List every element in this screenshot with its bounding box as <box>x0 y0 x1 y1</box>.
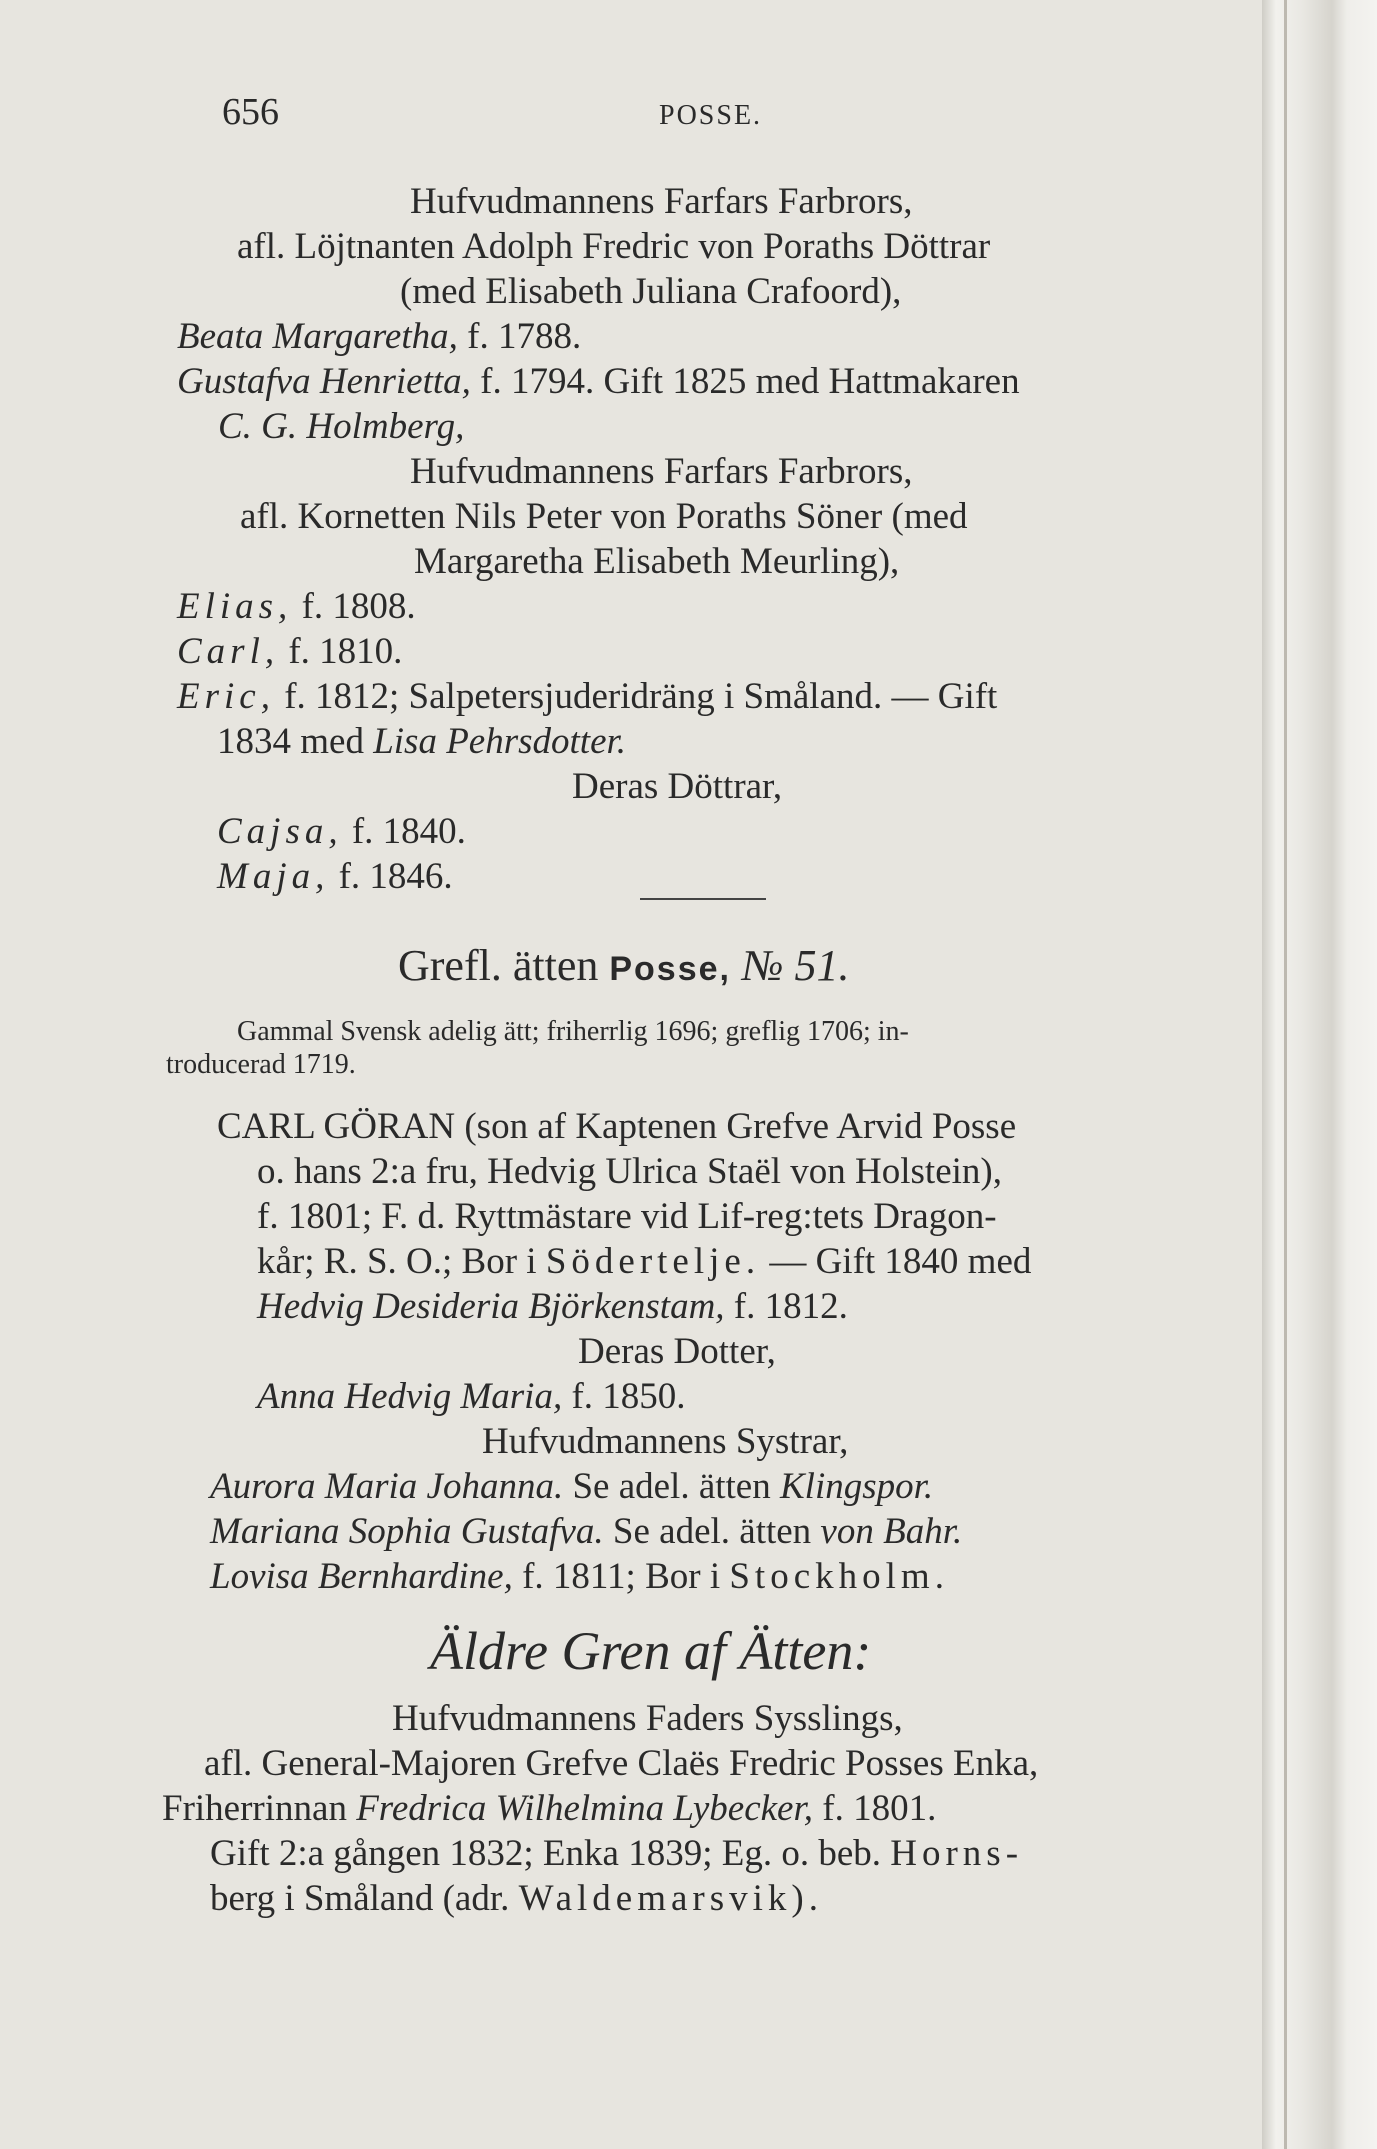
family-reference: Klingspor. <box>779 1466 934 1507</box>
person-name: Anna Hedvig Maria, <box>257 1376 563 1417</box>
person-name: Carl, <box>177 631 280 672</box>
divider <box>640 898 766 900</box>
running-title: POSSE. <box>659 100 763 131</box>
text-line <box>257 1285 848 1329</box>
birth-year: f. 1812. <box>733 1286 848 1327</box>
family-reference: von Bahr. <box>820 1511 963 1552</box>
person-name: Hedvig Desideria Björkenstam, <box>257 1286 725 1327</box>
book-spine <box>1262 0 1377 2149</box>
family-title <box>398 940 849 995</box>
text-span: — Gift 1840 med <box>769 1241 1032 1282</box>
person-name: Lisa Pehrsdotter. <box>373 721 627 762</box>
place-name: Södertelje. <box>545 1241 761 1282</box>
text-line: f. 1801; F. d. Ryttmästare vid Lif-reg:tets Dragon- <box>257 1196 997 1237</box>
person-name: Eric, <box>177 676 275 717</box>
text-line <box>217 720 626 764</box>
text-line <box>210 1832 1023 1876</box>
birth-year: f. 1840. <box>351 811 466 852</box>
text-line <box>257 1375 686 1419</box>
section-heading: Deras Dotter, <box>578 1331 776 1372</box>
title-text: Grefl. ätten <box>398 941 599 990</box>
person-name: Elias, <box>177 586 293 627</box>
section-heading: Hufvudmannens Farfars Farbrors, <box>410 451 913 492</box>
text-span: 1834 med <box>217 721 364 762</box>
life-details: f. 1794. Gift 1825 med Hattmakaren <box>480 361 1020 402</box>
text-line <box>177 630 402 674</box>
text-span: Se adel. ätten <box>572 1466 771 1507</box>
text-line <box>210 1877 823 1921</box>
section-heading: Hufvudmannens Faders Sysslings, <box>392 1698 903 1739</box>
title-text: Friherrinnan <box>162 1788 347 1829</box>
branch-heading: Äldre Gren af Ätten: <box>430 1621 872 1681</box>
person-name: C. G. Holmberg, <box>218 406 465 447</box>
spine-edge <box>1284 0 1287 2149</box>
place-name: Waldemarsvik). <box>518 1878 823 1919</box>
text-span: f. 1811; Bor i <box>522 1556 721 1597</box>
text-span: Se adel. ätten <box>612 1511 812 1552</box>
text-line <box>210 1465 933 1509</box>
section-heading: Hufvudmannens Systrar, <box>482 1421 849 1462</box>
birth-year: f. 1846. <box>338 856 453 897</box>
text-line: afl. Löjtnanten Adolph Fredric von Poraths Döttrar <box>237 226 991 267</box>
person-name: Lovisa Bernhardine, <box>210 1556 513 1597</box>
place-name: Stockholm. <box>729 1556 949 1597</box>
family-number: № 51. <box>741 941 850 990</box>
person-name: Aurora Maria Johanna. <box>210 1466 564 1507</box>
family-description: troducerad 1719. <box>166 1049 356 1080</box>
text-line: Margaretha Elisabeth Meurling), <box>414 541 900 582</box>
head-of-family-line: CARL GÖRAN (son af Kaptenen Grefve Arvid Posse <box>217 1106 1017 1147</box>
birth-year: f. 1801. <box>822 1788 937 1829</box>
birth-year: f. 1850. <box>571 1376 686 1417</box>
life-details: f. 1812; Salpetersjuderidräng i Småland. — Gift <box>284 676 998 717</box>
text-line: (med Elisabeth Juliana Crafoord), <box>400 271 902 312</box>
text-line <box>162 1787 936 1831</box>
text-line <box>177 315 581 359</box>
text-line: afl. General-Majoren Grefve Claës Fredric Posses Enka, <box>204 1743 1039 1784</box>
text-line: afl. Kornetten Nils Peter von Poraths Söner (med <box>240 496 968 537</box>
family-description: Gammal Svensk adelig ätt; friherrlig 1696; greflig 1706; in- <box>237 1016 909 1047</box>
person-name: Cajsa, <box>217 811 343 852</box>
section-heading: Hufvudmannens Farfars Farbrors, <box>410 181 913 222</box>
text-line: o. hans 2:a fru, Hedvig Ulrica Staël von Holstein), <box>257 1151 1002 1192</box>
text-line <box>210 1555 949 1599</box>
text-line <box>257 1240 1031 1284</box>
text-line <box>177 360 1020 404</box>
section-heading: Deras Döttrar, <box>572 766 783 807</box>
person-name: Mariana Sophia Gustafva. <box>210 1511 604 1552</box>
person-name: Gustafva Henrietta, <box>177 361 471 402</box>
birth-year: f. 1808. <box>301 586 416 627</box>
text-span: kår; R. S. O.; Bor i <box>257 1241 537 1282</box>
person-name: Maja, <box>217 856 330 897</box>
birth-year: f. 1810. <box>288 631 403 672</box>
birth-year: f. 1788. <box>467 316 582 357</box>
text-line <box>210 1510 962 1554</box>
text-line <box>177 675 997 719</box>
place-name: Horns- <box>890 1833 1024 1874</box>
text-span: berg i Småland (adr. <box>210 1878 510 1919</box>
person-name: Beata Margaretha, <box>177 316 458 357</box>
person-name: Fredrica Wilhelmina Lybecker, <box>356 1788 814 1829</box>
text-line <box>217 810 466 854</box>
page-number: 656 <box>222 91 279 133</box>
family-name: Posse, <box>609 950 731 988</box>
text-span: Gift 2:a gången 1832; Enka 1839; Eg. o. beb. <box>210 1833 882 1874</box>
text-line <box>217 855 453 899</box>
text-line <box>177 585 416 629</box>
